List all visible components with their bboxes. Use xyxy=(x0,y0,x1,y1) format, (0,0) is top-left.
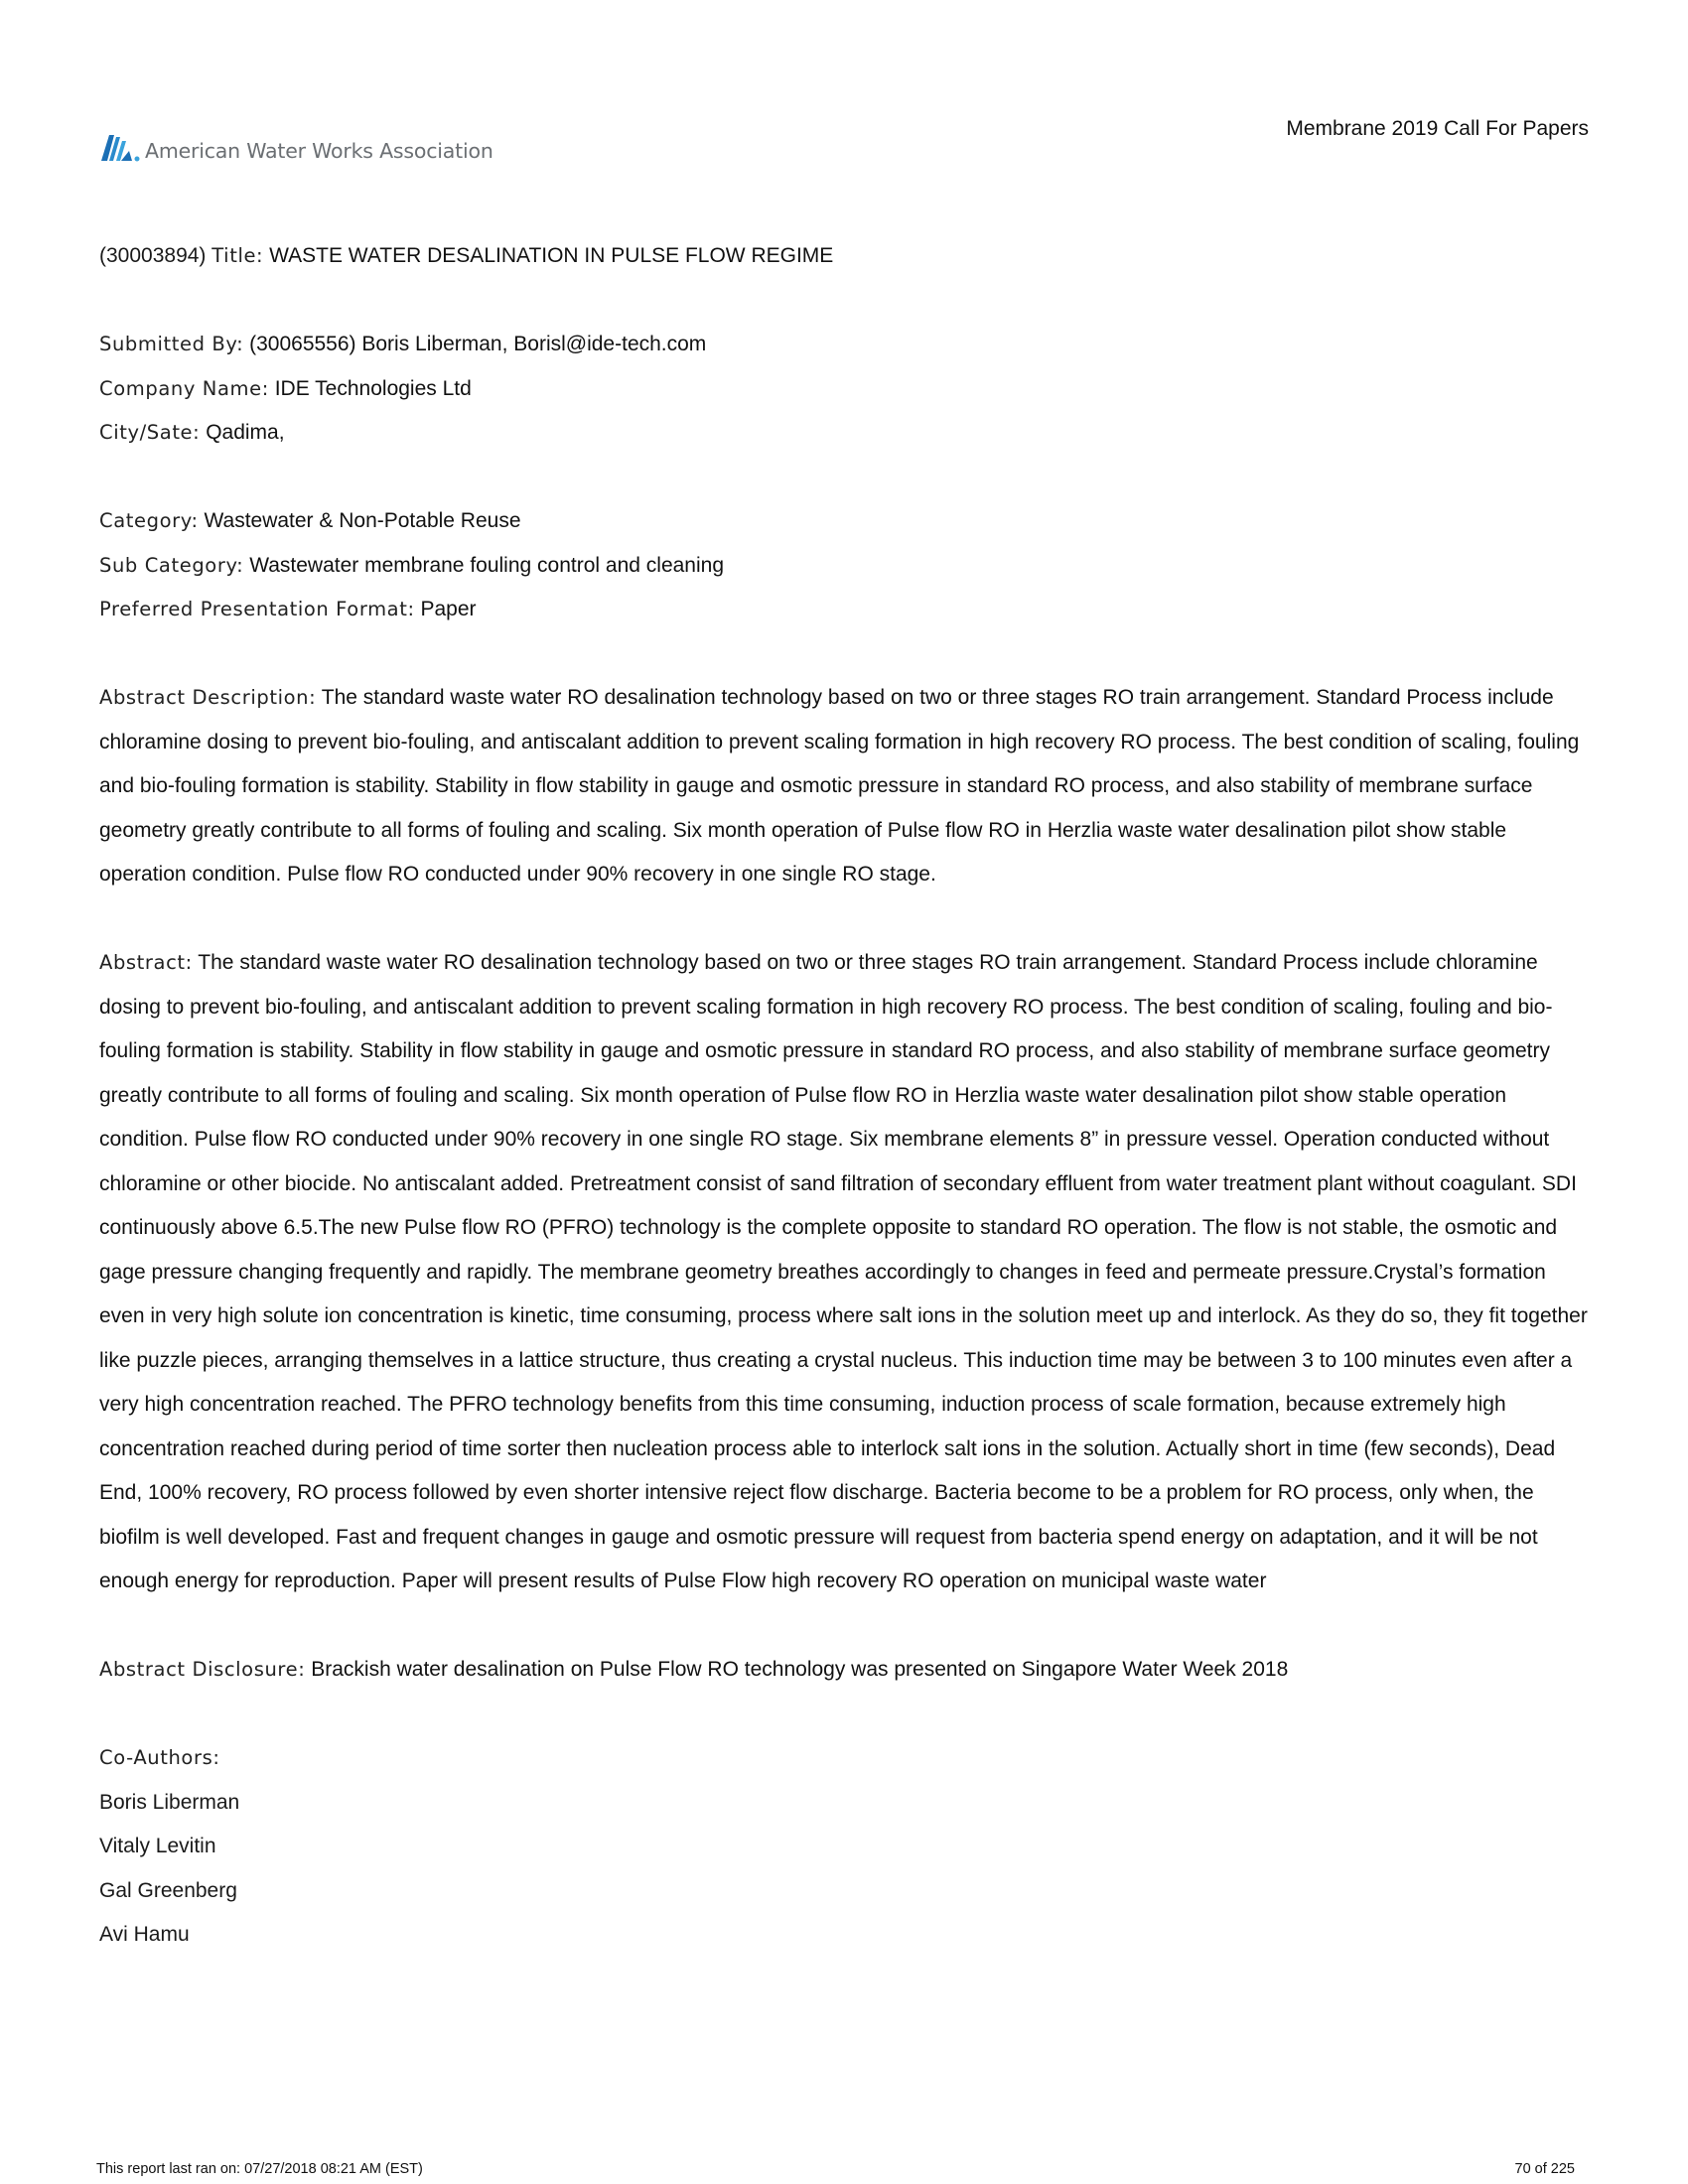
coauthor-name: Boris Liberman xyxy=(99,1790,240,1814)
subcategory-label: Sub Category: xyxy=(99,553,244,577)
format-label: Preferred Presentation Format: xyxy=(99,598,415,620)
category-value: Wastewater & Non-Potable Reuse xyxy=(204,509,521,532)
company-value: IDE Technologies Ltd xyxy=(274,376,472,400)
city-label: City/Sate: xyxy=(99,421,201,444)
category-label: Category: xyxy=(99,509,199,532)
awwa-logo-icon xyxy=(99,129,143,165)
page-number: 70 of 225 xyxy=(1514,2161,1575,2177)
coauthor-name: Gal Greenberg xyxy=(99,1878,237,1902)
disclosure-label: Abstract Disclosure: xyxy=(99,1658,306,1681)
submission-content xyxy=(99,234,1589,1958)
subcategory-value: Wastewater membrane fouling control and cleaning xyxy=(249,553,724,577)
abstract-description xyxy=(99,676,1589,897)
title-label: Title: xyxy=(211,244,264,267)
title-value: WASTE WATER DESALINATION IN PULSE FLOW REGIME xyxy=(269,244,834,267)
company-line xyxy=(99,367,1589,412)
conference-title: Membrane 2019 Call For Papers xyxy=(1286,117,1589,140)
coauthor-name: Vitaly Levitin xyxy=(99,1835,216,1857)
coauthors-label: Co-Authors: xyxy=(99,1746,220,1769)
submitted-by-line xyxy=(99,323,1589,367)
title-id: (30003894) xyxy=(99,244,207,267)
abstract-text: The standard waste water RO desalination technology based on two or three stages RO train arrangement. Standard Process include chloramine dosing to prevent bio-fouling, and antiscalant addition to prevent scaling formation in high recovery RO process. The best condition of scaling, fouling and bio-fouling formation is stability. Stability in flow stability in gauge and osmotic pressure in standard RO process, and also stability of membrane surface geometry greatly contribute to all forms of fouling and scaling. Six month operation of Pulse flow RO in Herzlia waste water desalination pilot show stable operation condition. Pulse flow RO conducted under 90% recovery in one single RO stage. Six membrane elements 8” in pressure vessel. Operation conducted without chloramine or other biocide. No antiscalant added. Pretreatment consist of sand filtration of secondary effluent from water treatment plant without coagulant. SDI continuously above 6.5.The new Pulse flow RO (PFRO) technology is the complete opposite to standard RO operation. The flow is not stable, the osmotic and gage pressure changing frequently and rapidly. The membrane geometry breathes accordingly to changes in feed and permeate pressure.Crystal’s formation even in very high solute ion concentration is kinetic, time consuming, process where salt ions in the solution meet up and interlock. As they do so, they fit together like puzzle pieces, arranging themselves in a lattice structure, thus creating a crystal nucleus. This induction time may be between 3 to 100 minutes even after a very high concentration reached. The PFRO technology benefits from this time consuming, induction process of scale formation, because extremely high concentration reached during period of time sorter then nucleation process able to interlock salt ions in the solution. Actually short in time (few seconds), Dead End, 100% recovery, RO process followed by even shorter intensive reject flow discharge. Bacteria become to be a problem for RO process, only when, the biofilm is well developed. Fast and frequent changes in gauge and osmotic pressure will request from bacteria spend energy on adaptation, and it will be not enough energy for reproduction. Paper will present results of Pulse Flow high recovery RO operation on municipal waste water xyxy=(99,951,1588,1592)
page-header xyxy=(0,0,1688,199)
logo-text: American Water Works Association xyxy=(145,139,493,163)
submitted-label: Submitted By: xyxy=(99,333,244,355)
company-label: Company Name: xyxy=(99,376,269,400)
title-line xyxy=(99,234,1589,279)
abstract-label: Abstract: xyxy=(99,951,193,974)
abstract xyxy=(99,941,1589,1604)
city-line xyxy=(99,411,1589,456)
abstract-description-label: Abstract Description: xyxy=(99,686,317,709)
format-value: Paper xyxy=(420,598,477,620)
submitted-value: (30065556) Boris Liberman, Borisl@ide-tech.com xyxy=(249,333,707,355)
category-line xyxy=(99,499,1589,544)
awwa-logo xyxy=(99,127,493,167)
city-value: Qadima, xyxy=(206,421,285,444)
abstract-description-text: The standard waste water RO desalination technology based on two or three stages RO train arrangement. Standard Process include chloramine dosing to prevent bio-fouling, and antiscalant addition to prevent scaling formation in high recovery RO process. The best condition of scaling, fouling and bio-fouling formation is stability. Stability in flow stability in gauge and osmotic pressure in standard RO process, and also stability of membrane surface geometry greatly contribute to all forms of fouling and scaling. Six month operation of Pulse flow RO in Herzlia waste water desalination pilot show stable operation condition. Pulse flow RO conducted under 90% recovery in one single RO stage. xyxy=(99,686,1580,886)
report-run-timestamp: This report last ran on: 07/27/2018 08:21 AM (EST) xyxy=(96,2161,423,2177)
format-line xyxy=(99,588,1589,632)
subcategory-line xyxy=(99,544,1589,589)
disclosure-text: Brackish water desalination on Pulse Flow RO technology was presented on Singapore Water Week 2018 xyxy=(311,1658,1289,1681)
abstract-disclosure xyxy=(99,1648,1589,1693)
coauthor-name: Avi Hamu xyxy=(99,1923,190,1946)
